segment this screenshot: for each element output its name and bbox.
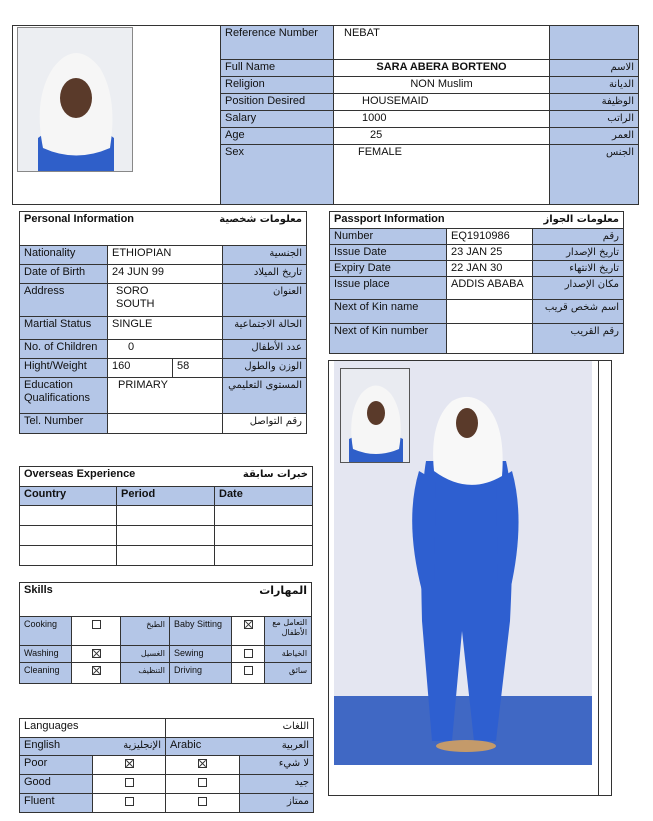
religion-label: Religion — [221, 77, 334, 94]
passport-info-title-ar: معلومات الجواز — [533, 212, 624, 229]
languages-title-ar: اللغات — [166, 719, 314, 738]
checkbox-empty-icon[interactable] — [244, 666, 253, 675]
checkbox-empty-icon[interactable] — [198, 778, 207, 787]
education-label — [20, 378, 108, 414]
checkbox-empty-icon[interactable] — [125, 778, 134, 787]
checkbox-checked-icon[interactable] — [244, 620, 253, 629]
level-good: Good — [20, 775, 93, 794]
full-photo-divider — [598, 360, 599, 796]
reference-value: NEBAT — [334, 26, 550, 60]
age-label: Age — [221, 128, 334, 145]
dob-value: 24 JUN 99 — [108, 265, 223, 284]
lang-english-ar: الإنجليزية — [93, 738, 166, 756]
level-fluent: Fluent — [20, 794, 93, 813]
nationality-ar: الجنسية — [223, 246, 307, 265]
salary-ar: الراتب — [550, 111, 639, 128]
kin-number-ar: رقم القريب — [533, 324, 624, 354]
marital-value: SINGLE — [108, 317, 223, 340]
skill-washing-check[interactable] — [72, 646, 121, 663]
skill-sewing: Sewing — [170, 646, 232, 663]
skill-cleaning-ar: التنظيف — [121, 663, 170, 684]
tel-value — [108, 414, 223, 434]
english-poor-check[interactable] — [93, 756, 166, 775]
checkbox-checked-icon[interactable] — [125, 759, 134, 768]
kin-number-value — [447, 324, 533, 354]
lang-arabic: Arabic — [166, 738, 240, 756]
checkbox-checked-icon[interactable] — [198, 759, 207, 768]
full-name-value: SARA ABERA BORTENO — [334, 60, 550, 77]
skill-baby-sitting: Baby Sitting — [170, 617, 232, 646]
kin-name-value — [447, 300, 533, 324]
education-value: PRIMARY — [108, 378, 223, 414]
skill-washing-ar: الغسيل — [121, 646, 170, 663]
sex-ar: الجنس — [550, 145, 639, 205]
lang-english: English — [20, 738, 93, 756]
issue-place-ar: مكان الإصدار — [533, 277, 624, 300]
passport-info-title: Passport Information — [330, 212, 533, 229]
overseas-col-period: Period — [117, 487, 215, 506]
skill-sewing-ar: الخياطة — [265, 646, 312, 663]
skill-cleaning: Cleaning — [20, 663, 72, 684]
languages-table — [19, 718, 314, 813]
english-good-check[interactable] — [93, 775, 166, 794]
skill-cooking: Cooking — [20, 617, 72, 646]
overseas-table — [19, 466, 313, 566]
skill-baby-sitting-check[interactable] — [232, 617, 265, 646]
skill-driving-check[interactable] — [232, 663, 265, 684]
overseas-col-country: Country — [20, 487, 117, 506]
skill-driving-ar: سائق — [265, 663, 312, 684]
skill-washing: Washing — [20, 646, 72, 663]
level-poor: Poor — [20, 756, 93, 775]
children-value: 0 — [108, 340, 223, 359]
education-label-line-1: Education — [24, 379, 73, 391]
passport-number-label: Number — [330, 229, 447, 245]
skills-title: Skills — [20, 583, 170, 617]
religion-ar: الديانة — [550, 77, 639, 94]
issue-place-label: Issue place — [330, 277, 447, 300]
skill-driving: Driving — [170, 663, 232, 684]
address-line-2: SOUTH — [116, 298, 155, 310]
languages-title: Languages — [20, 719, 166, 738]
issue-date-label: Issue Date — [330, 245, 447, 261]
issue-date-value: 23 JAN 25 — [447, 245, 533, 261]
personal-info-table — [19, 211, 307, 434]
position-value: HOUSEMAID — [334, 94, 550, 111]
personal-info-title: Personal Information — [20, 212, 173, 246]
expiry-date-label: Expiry Date — [330, 261, 447, 277]
skill-cleaning-check[interactable] — [72, 663, 121, 684]
children-label: No. of Children — [20, 340, 108, 359]
level-fluent-ar: ممتاز — [240, 794, 314, 813]
english-fluent-check[interactable] — [93, 794, 166, 813]
address-value — [108, 284, 223, 317]
education-ar: المستوى التعليمي — [223, 378, 307, 414]
salary-value: 1000 — [334, 111, 550, 128]
skills-title-ar: المهارات — [170, 583, 312, 617]
religion-value: NON Muslim — [334, 77, 550, 94]
lang-arabic-ar: العربية — [240, 738, 314, 756]
kin-name-label: Next of Kin name — [330, 300, 447, 324]
nationality-value: ETHIOPIAN — [108, 246, 223, 265]
level-good-ar: جيد — [240, 775, 314, 794]
checkbox-checked-icon[interactable] — [92, 666, 101, 675]
sex-value: FEMALE — [334, 145, 550, 205]
height-value: 160 — [108, 359, 173, 378]
skills-table — [19, 582, 312, 684]
level-poor-ar: لا شيء — [240, 756, 314, 775]
expiry-date-value: 22 JAN 30 — [447, 261, 533, 277]
overseas-title-ar: خبرات سابقة — [215, 467, 313, 487]
children-ar: عدد الأطفال — [223, 340, 307, 359]
marital-ar: الحالة الاجتماعية — [223, 317, 307, 340]
dob-label: Date of Birth — [20, 265, 108, 284]
issue-place-value: ADDIS ABABA — [447, 277, 533, 300]
position-ar: الوظيفة — [550, 94, 639, 111]
passport-number-value: EQ1910986 — [447, 229, 533, 245]
passport-number-ar: رقم — [533, 229, 624, 245]
age-value: 25 — [334, 128, 550, 145]
reference-ar-cell — [550, 26, 639, 60]
tel-ar: رقم التواصل — [223, 414, 307, 434]
overseas-title: Overseas Experience — [20, 467, 215, 487]
height-weight-label: Hight/Weight — [20, 359, 108, 378]
kin-number-label: Next of Kin number — [330, 324, 447, 354]
age-ar: العمر — [550, 128, 639, 145]
weight-value: 58 — [173, 359, 223, 378]
passport-info-table — [329, 211, 624, 354]
skill-baby-sitting-ar: التعامل مع الأطفال — [265, 617, 312, 646]
education-label-line-2: Qualifications — [24, 392, 91, 404]
top-info-table — [220, 25, 639, 205]
position-label: Position Desired — [221, 94, 334, 111]
skill-cooking-check[interactable] — [72, 617, 121, 646]
reference-label: Reference Number — [221, 26, 334, 60]
checkbox-empty-icon[interactable] — [125, 797, 134, 806]
salary-label: Salary — [221, 111, 334, 128]
overseas-row — [20, 506, 313, 526]
overseas-row — [20, 526, 313, 546]
arabic-fluent-check[interactable] — [166, 794, 240, 813]
dob-ar: تاريخ الميلاد — [223, 265, 307, 284]
checkbox-empty-icon[interactable] — [198, 797, 207, 806]
inset-headshot-photo — [340, 368, 410, 463]
height-weight-ar: الوزن والطول — [223, 359, 307, 378]
overseas-row — [20, 546, 313, 566]
overseas-col-date: Date — [215, 487, 313, 506]
address-ar: العنوان — [223, 284, 307, 317]
address-line-1: SORO — [116, 285, 149, 297]
personal-info-title-ar: معلومات شخصية — [173, 212, 307, 246]
expiry-date-ar: تاريخ الانتهاء — [533, 261, 624, 277]
skill-sewing-check[interactable] — [232, 646, 265, 663]
arabic-poor-check[interactable] — [166, 756, 240, 775]
full-name-ar: الاسم — [550, 60, 639, 77]
marital-label: Martial Status — [20, 317, 108, 340]
skill-cooking-ar: الطبخ — [121, 617, 170, 646]
issue-date-ar: تاريخ الإصدار — [533, 245, 624, 261]
checkbox-checked-icon[interactable] — [92, 649, 101, 658]
tel-label: Tel. Number — [20, 414, 108, 434]
checkbox-empty-icon[interactable] — [244, 649, 253, 658]
checkbox-empty-icon[interactable] — [92, 620, 101, 629]
kin-name-ar: اسم شخص قريب — [533, 300, 624, 324]
full-name-label: Full Name — [221, 60, 334, 77]
sex-label: Sex — [221, 145, 334, 205]
arabic-good-check[interactable] — [166, 775, 240, 794]
headshot-photo — [17, 27, 133, 172]
address-label: Address — [20, 284, 108, 317]
nationality-label: Nationality — [20, 246, 108, 265]
